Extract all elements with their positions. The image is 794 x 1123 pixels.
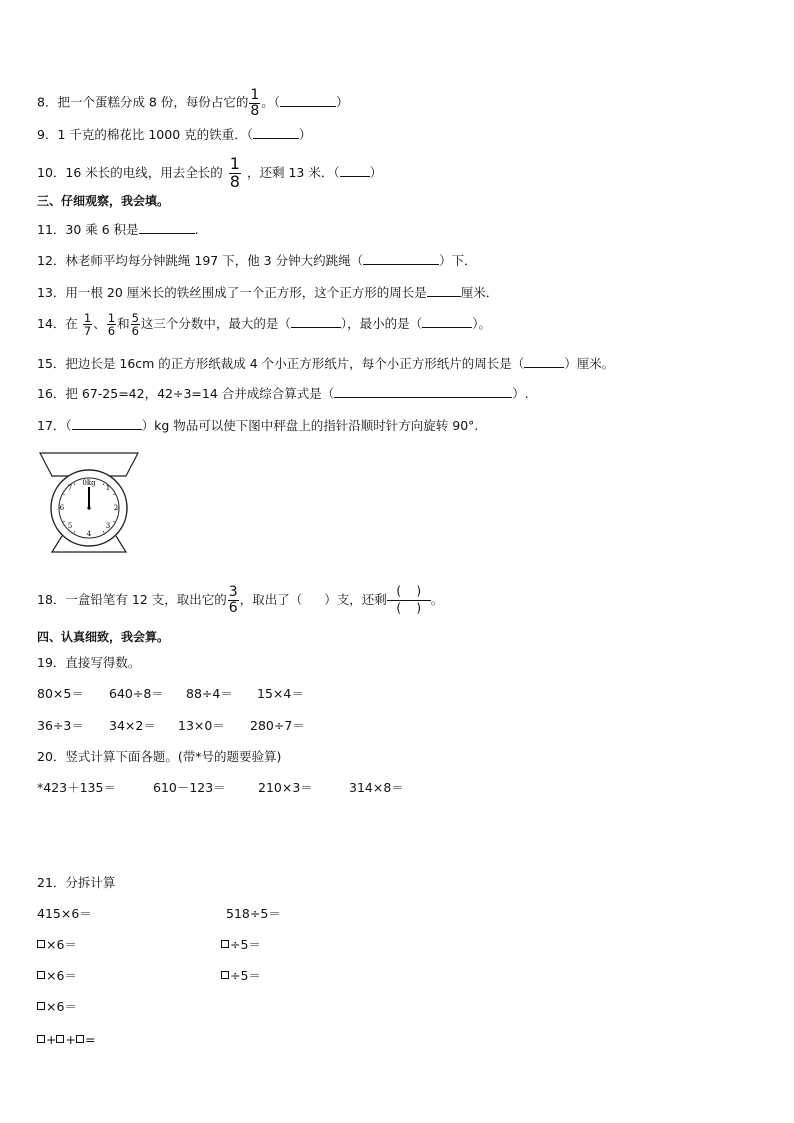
- q19-item-7: 13×0＝: [178, 718, 225, 733]
- question-8: 8．把一个蛋糕分成 8 份，每份占它的 $\frac{1}{8}$ 。（ ）: [37, 87, 349, 119]
- q14-smallest-blank[interactable]: [422, 316, 472, 328]
- scale-number-6: 6: [59, 504, 65, 512]
- blank-box[interactable]: [221, 971, 229, 979]
- question-16: 16．把 67-25=42，42÷3=14 合并成综合算式是（ ）.: [37, 386, 529, 401]
- q21-right-row-1: ÷5＝: [221, 939, 261, 952]
- scale-number-5: 5: [67, 522, 73, 530]
- scale-number-7: 7: [67, 484, 73, 492]
- question-20-title: 20．竖式计算下面各题。(带*号的题要验算): [37, 749, 282, 764]
- question-10: 10．16 米长的电线，用去全长的 $\frac{1}{8}$ ，还剩 13 米．（ ）: [37, 154, 383, 191]
- q8-fraction: $\frac{1}{8}$: [250, 87, 260, 119]
- section-3-heading: 三、仔细观察，我会填。: [37, 194, 170, 208]
- question-18: 18．一盒铅笔有 12 支，取出它的 $\frac{3}{6}$ ，取出了（ ）支，还剩 ( ) ( ) 。: [37, 584, 444, 616]
- q18-fraction: $\frac{3}{6}$: [228, 584, 238, 616]
- q21-left-head: 415×6＝: [37, 906, 92, 921]
- section-4-heading: 四、认真细致，我会算。: [37, 630, 170, 644]
- question-14: 14．在 $\frac{1}{7}$ 、 $\frac{1}{6}$ 和 $\frac{5}{6}$ 这三个分数中，最大的是（ ），最小的是（ ）。: [37, 311, 491, 339]
- scale-pointer-pivot: [87, 506, 90, 509]
- question-21-title: 21．分拆计算: [37, 875, 116, 890]
- q19-item-5: 36÷3＝: [37, 718, 84, 733]
- q8-text: 8．把一个蛋糕分成 8 份，每份占它的: [37, 94, 249, 110]
- blank-box[interactable]: [37, 971, 45, 979]
- q10-fraction: $\frac{1}{8}$: [229, 154, 240, 191]
- question-15: 15．把边长是 16cm 的正方形纸裁成 4 个小正方形纸片，每个小正方形纸片的周长是（ ）厘米。: [37, 356, 615, 371]
- scale-number-4: 4: [86, 530, 92, 538]
- q14-largest-blank[interactable]: [291, 316, 341, 328]
- q17-answer-blank[interactable]: [72, 418, 142, 430]
- q20-item-3: 210×3＝: [258, 780, 313, 795]
- scale-number-3: 3: [105, 522, 111, 530]
- q15-answer-blank[interactable]: [524, 356, 564, 368]
- q14-fraction-1: $\frac{1}{7}$: [83, 311, 92, 339]
- q21-left-row-2: ×6＝: [37, 970, 77, 983]
- q14-fraction-3: $\frac{5}{6}$: [131, 311, 139, 339]
- q21-left-row-1: ×6＝: [37, 939, 77, 952]
- q10-answer-blank[interactable]: [340, 165, 370, 177]
- q20-item-1: *423＋135＝: [37, 780, 116, 795]
- scale-number-2: 2: [113, 504, 119, 512]
- q19-item-2: 640÷8＝: [109, 686, 164, 701]
- q13-answer-blank[interactable]: [427, 285, 461, 297]
- blank-box[interactable]: [37, 1035, 45, 1043]
- q20-item-2: 610－123＝: [153, 780, 226, 795]
- kitchen-scale-figure: [36, 448, 142, 556]
- scale-zero-label: 0kg: [82, 479, 96, 487]
- q21-right-head: 518÷5＝: [226, 906, 281, 921]
- scale-number-1: 1: [105, 484, 111, 492]
- q21-sum-row: + + =: [37, 1034, 95, 1047]
- q19-item-6: 34×2＝: [109, 718, 156, 733]
- blank-box[interactable]: [221, 940, 229, 948]
- q19-item-4: 15×4＝: [257, 686, 304, 701]
- q19-item-3: 88÷4＝: [186, 686, 233, 701]
- blank-box[interactable]: [76, 1035, 84, 1043]
- q21-left-row-3: ×6＝: [37, 1001, 77, 1014]
- blank-box[interactable]: [37, 940, 45, 948]
- q16-answer-blank[interactable]: [334, 386, 512, 398]
- blank-box[interactable]: [37, 1002, 45, 1010]
- question-11: 11．30 乘 6 积是 .: [37, 222, 199, 237]
- q19-item-1: 80×5＝: [37, 686, 84, 701]
- q20-item-4: 314×8＝: [349, 780, 404, 795]
- question-19-title: 19．直接写得数。: [37, 655, 141, 670]
- q18-remaining-fraction-blank[interactable]: ( ) ( ): [387, 585, 431, 616]
- question-12: 12．林老师平均每分钟跳绳 197 下，他 3 分钟大约跳绳（ ）下．: [37, 253, 477, 268]
- q9-answer-blank[interactable]: [253, 127, 299, 139]
- q21-right-row-2: ÷5＝: [221, 970, 261, 983]
- question-13: 13．用一根 20 厘米长的铁丝围成了一个正方形，这个正方形的周长是 厘米．: [37, 285, 499, 300]
- question-9: 9．1 千克的棉花比 1000 克的铁重．（ ）: [37, 127, 312, 142]
- q11-answer-blank[interactable]: [139, 222, 195, 234]
- q12-answer-blank[interactable]: [363, 253, 439, 265]
- q19-item-8: 280÷7＝: [250, 718, 305, 733]
- blank-box[interactable]: [56, 1035, 64, 1043]
- q8-answer-blank[interactable]: [280, 95, 336, 107]
- q14-fraction-2: $\frac{1}{6}$: [107, 311, 116, 339]
- question-17: 17．（ ）kg 物品可以使下图中秤盘上的指针沿顺时针方向旋转 90°.: [37, 418, 479, 433]
